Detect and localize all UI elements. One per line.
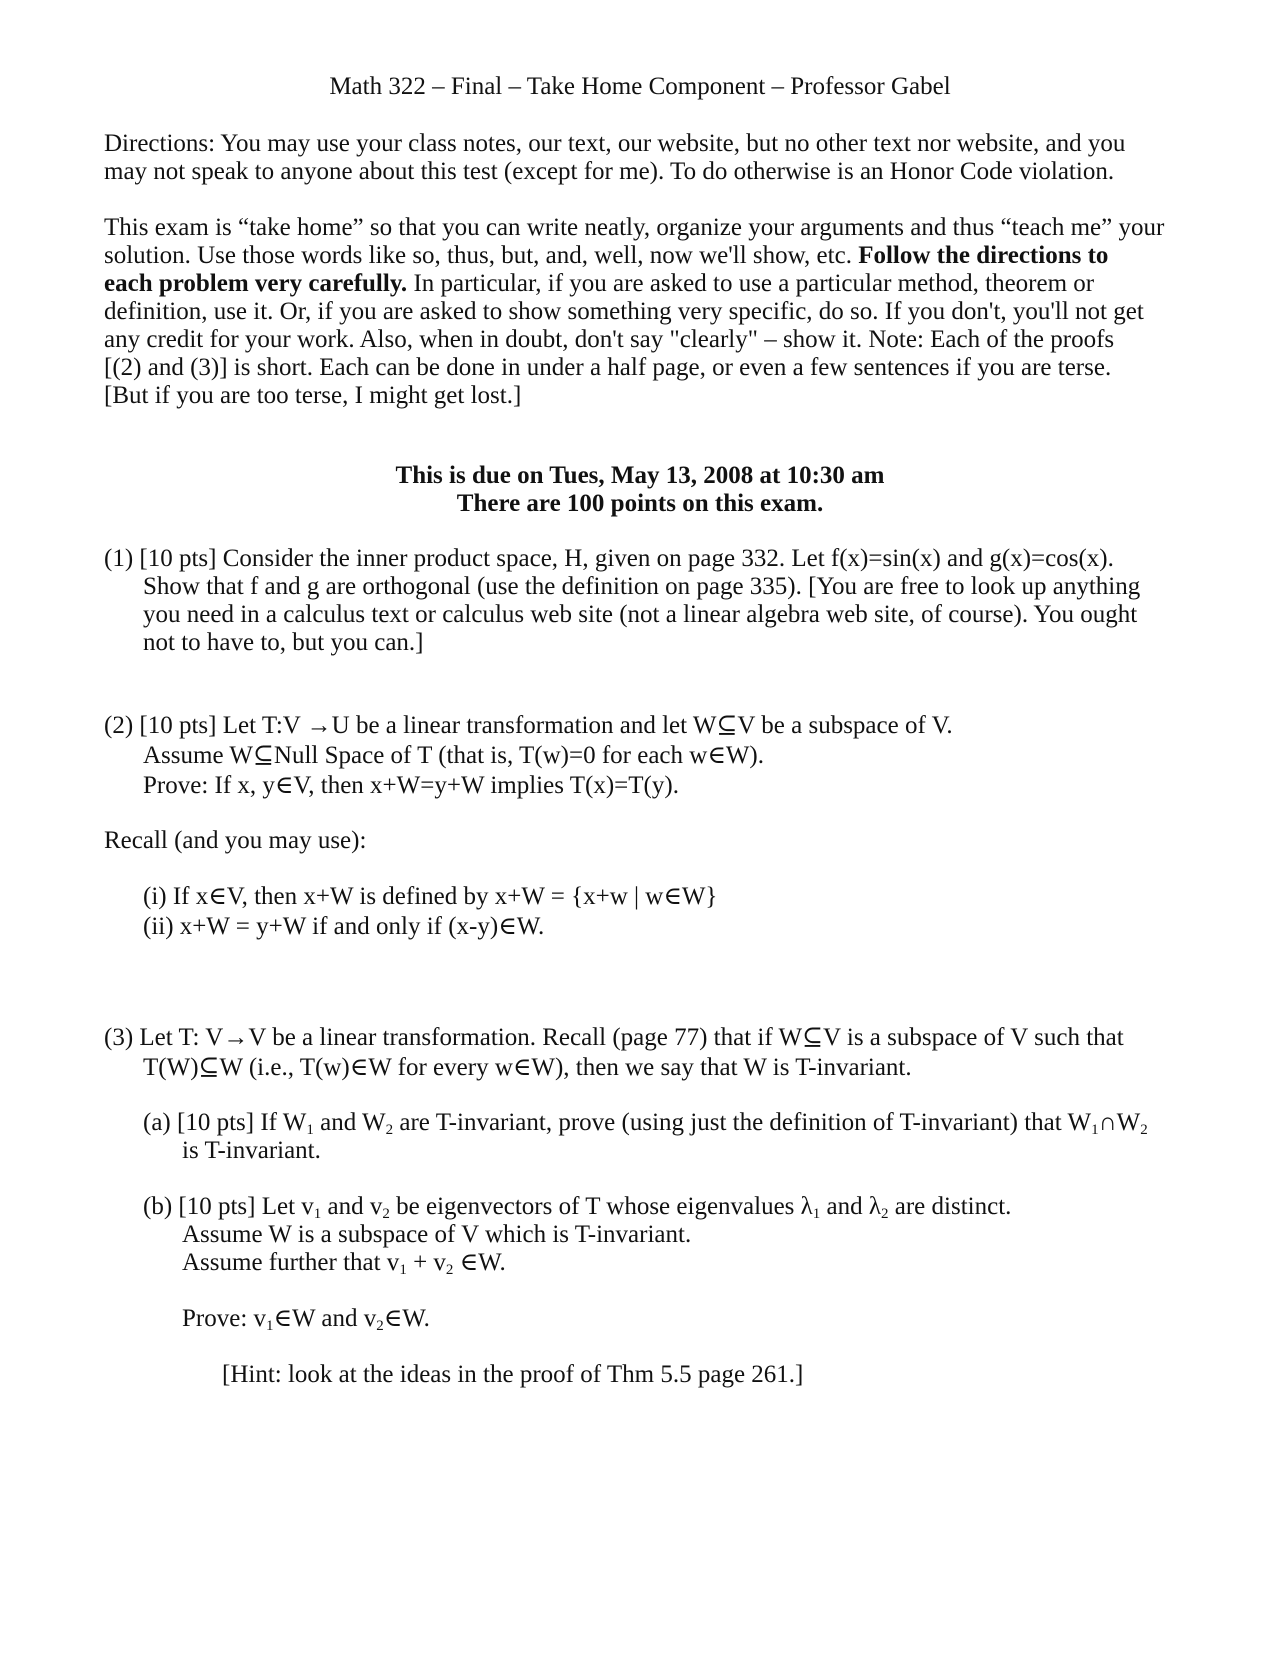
problem-3b-text: ∈W. [383, 1305, 430, 1332]
due-date: This is due on Tues, May 13, 2008 at 10:30 am [395, 462, 885, 489]
problem-3a-text: ∩W [1098, 1109, 1141, 1136]
intro-line-6: [(2) and (3)] is short. Each can be done in under a half page, or even a few sentences if you are terse. [104, 354, 1112, 381]
directions-line-1: Directions: You may use your class notes, our text, our website, but no other text nor website, and you [104, 130, 1126, 157]
page-title: Math 322 – Final – Take Home Component – Professor Gabel [329, 73, 951, 100]
intro-line-5: any credit for your work. Also, when in doubt, don't say "clearly" – show it. Note: Each of the proofs [104, 326, 1115, 353]
problem-3b-prove [182, 1304, 430, 1333]
problem-3a-text: and W [313, 1109, 386, 1136]
intro-bold-text: Follow the directions to [858, 242, 1109, 269]
subscript: 1 [812, 1206, 821, 1222]
intro-line-7: [But if you are too terse, I might get lost.] [104, 382, 522, 409]
problem-3b-text: Assume further that v [182, 1249, 400, 1276]
problem-2-line-3: Prove: If x, y∈V, then x+W=y+W implies T(x)=T(y). [143, 772, 679, 799]
subscript: 1 [399, 1262, 407, 1278]
problem-2-line-1: (2) [10 pts] Let T:V →U be a linear transformation and let W⊆V be a subspace of V. [104, 712, 953, 739]
problem-3b-text: be eigenvectors of T whose eigenvalues λ [389, 1193, 813, 1220]
subscript: 2 [376, 1318, 384, 1334]
subscript: 2 [382, 1206, 390, 1222]
subscript: 1 [266, 1318, 274, 1334]
problem-3-line-1: (3) Let T: V→V be a linear transformation. Recall (page 77) that if W⊆V is a subspace of V such that [104, 1024, 1124, 1051]
recall-heading: Recall (and you may use): [104, 827, 367, 854]
intro-line-2 [104, 241, 1108, 270]
problem-3b-text: + v [406, 1249, 446, 1276]
subscript: 2 [881, 1206, 889, 1222]
problem-3b-text: ∈W and v [273, 1305, 377, 1332]
problem-1-line-3: you need in a calculus text or calculus web site (not a linear algebra web site, of course). You ought [143, 601, 1138, 628]
problem-3-line-2: T(W)⊆W (i.e., T(w)∈W for every w∈W), then we say that W is T-invariant. [143, 1054, 912, 1081]
directions-line-2: may not speak to anyone about this test (except for me). To do otherwise is an Honor Code violation. [104, 158, 1115, 185]
subscript: 2 [385, 1122, 394, 1138]
problem-3b-line-3 [182, 1248, 506, 1277]
intro-line-1: This exam is “take home” so that you can write neatly, organize your arguments and thus “teach me” your [104, 214, 1165, 241]
subscript: 1 [306, 1122, 314, 1138]
problem-1-line-1: (1) [10 pts] Consider the inner product space, H, given on page 332. Let f(x)=sin(x) and g(x)=cos(x). [104, 545, 1114, 572]
problem-3b-text: Prove: v [182, 1305, 267, 1332]
problem-3b-line-1 [143, 1192, 1011, 1221]
subscript: 1 [313, 1206, 322, 1222]
problem-3a-text: are T-invariant, prove (using just the definition of T-invariant) that W [393, 1109, 1092, 1136]
subscript: 2 [1140, 1122, 1148, 1138]
problem-3b-text: are distinct. [888, 1193, 1012, 1220]
intro-text: In particular, if you are asked to use a particular method, theorem or [407, 270, 1095, 297]
intro-line-3 [104, 269, 1094, 298]
subscript: 2 [445, 1262, 454, 1278]
problem-3b-text: (b) [10 pts] Let v [143, 1193, 314, 1220]
intro-bold-text: each problem very carefully. [104, 270, 408, 297]
problem-3b-text: and v [321, 1193, 383, 1220]
intro-text: solution. Use those words like so, thus, but, and, well, now we'll show, etc. [104, 242, 859, 269]
total-points: There are 100 points on this exam. [456, 490, 824, 517]
problem-3b-text: and λ [820, 1193, 882, 1220]
subscript: 1 [1091, 1122, 1099, 1138]
intro-line-4: definition, use it. Or, if you are asked to show something very specific, do so. If you don't, you'll not get [104, 298, 1144, 325]
problem-3a-line-1 [143, 1108, 1148, 1137]
recall-item-i: (i) If x∈V, then x+W is defined by x+W = {x+w | w∈W} [143, 883, 718, 910]
problem-2-line-2: Assume W⊆Null Space of T (that is, T(w)=0 for each w∈W). [143, 742, 765, 769]
problem-3b-hint: [Hint: look at the ideas in the proof of Thm 5.5 page 261.] [222, 1361, 804, 1388]
problem-3b-line-2: Assume W is a subspace of V which is T-invariant. [182, 1221, 692, 1248]
problem-1-line-2: Show that f and g are orthogonal (use the definition on page 335). [You are free to look up anything [143, 573, 1141, 600]
problem-3b-text: ∈W. [453, 1249, 506, 1276]
recall-item-ii: (ii) x+W = y+W if and only if (x-y)∈W. [143, 913, 545, 940]
problem-3a-line-2: is T-invariant. [182, 1137, 321, 1164]
problem-3a-text: (a) [10 pts] If W [143, 1109, 307, 1136]
problem-1-line-4: not to have to, but you can.] [143, 629, 424, 656]
